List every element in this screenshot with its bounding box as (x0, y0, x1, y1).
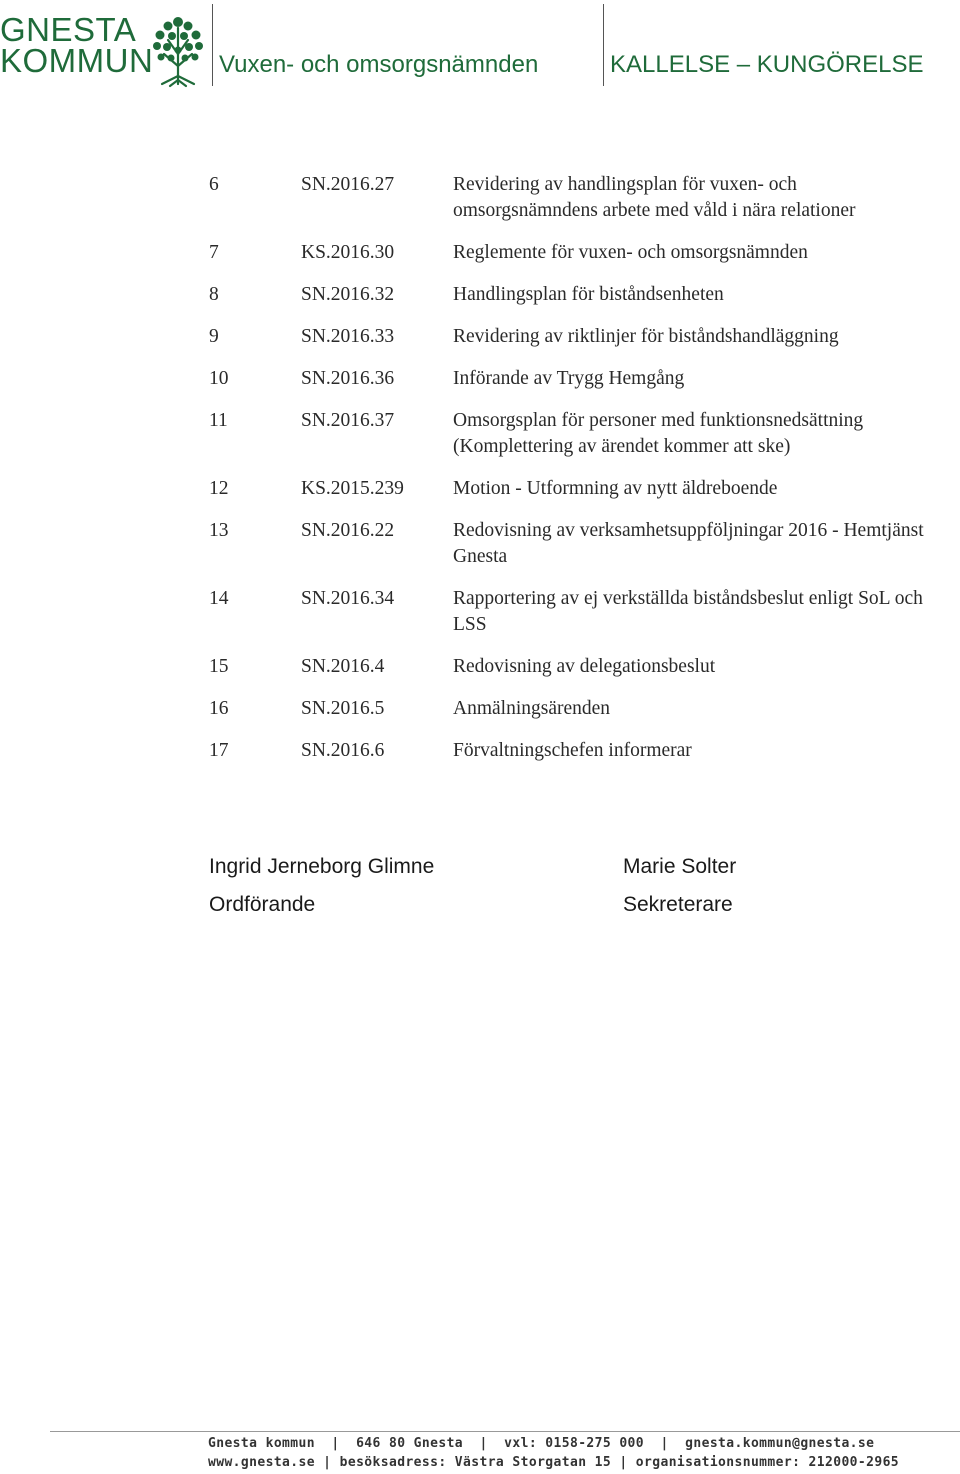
agenda-item (209, 586, 939, 638)
item-title: Motion - Utformning av nytt äldreboende (453, 478, 778, 499)
agenda-item (209, 172, 939, 224)
case-number: KS.2016.30 (301, 242, 395, 263)
item-title: Redovisning av verksamhetsuppföljningar 2016 - Hemtjänst Gnesta (453, 520, 924, 567)
item-title: Reglemente för vuxen- och omsorgsnämnden (453, 242, 808, 263)
item-title: Rapportering av ej verkställda biståndsbeslut enligt SoL och LSS (453, 588, 923, 635)
case-number: SN.2016.36 (301, 368, 395, 389)
header-divider-right (603, 4, 604, 86)
item-number: 9 (209, 326, 219, 347)
logo-line-2: KOMMUN (0, 42, 154, 79)
item-number: 7 (209, 242, 219, 263)
case-number: SN.2016.22 (301, 520, 395, 541)
agenda-list (209, 172, 939, 764)
agenda-item (209, 738, 939, 764)
document-type: KALLELSE – KUNGÖRELSE (610, 51, 924, 78)
case-number: SN.2016.5 (301, 698, 385, 719)
item-title: Redovisning av delegationsbeslut (453, 656, 716, 677)
case-number: SN.2016.27 (301, 174, 395, 195)
case-number: SN.2016.32 (301, 284, 395, 305)
item-number: 8 (209, 284, 219, 305)
item-title: Förvaltningschefen informerar (453, 740, 692, 761)
footer-address-line: www.gnesta.se | besöksadress: Västra Storgatan 15 | organisationsnummer: 212000-2965 (208, 1455, 900, 1470)
item-number: 10 (209, 368, 229, 389)
item-number: 14 (209, 588, 229, 609)
committee-name: Vuxen- och omsorgsnämnden (219, 51, 539, 78)
item-title: Införande av Trygg Hemgång (453, 368, 685, 389)
chair-name: Ingrid Jerneborg Glimne (209, 855, 435, 878)
gnesta-logo (0, 11, 206, 88)
item-title: Anmälningsärenden (453, 698, 611, 719)
agenda-item (209, 654, 939, 680)
case-number: KS.2015.239 (301, 478, 404, 499)
item-number: 13 (209, 520, 229, 541)
item-number: 12 (209, 478, 229, 499)
case-number: SN.2016.34 (301, 588, 395, 609)
secretary-role: Sekreterare (623, 893, 733, 916)
item-title: Omsorgsplan för personer med funktionsnedsättning (Komplettering av ärendet kommer att ske) (453, 410, 864, 457)
item-number: 6 (209, 174, 219, 195)
secretary-name: Marie Solter (623, 855, 737, 878)
agenda-item (209, 366, 939, 392)
agenda-item (209, 696, 939, 722)
item-number: 17 (209, 740, 229, 761)
agenda-item (209, 408, 939, 460)
logo-wordmark (0, 11, 154, 79)
case-number: SN.2016.6 (301, 740, 385, 761)
chair-role: Ordförande (209, 893, 316, 916)
agenda-item (209, 240, 939, 266)
agenda-item (209, 518, 939, 570)
logo-line-1: GNESTA (0, 11, 137, 48)
agenda-item (209, 282, 939, 308)
item-title: Revidering av riktlinjer för biståndshandläggning (453, 326, 839, 347)
agenda-item (209, 476, 939, 502)
case-number: SN.2016.33 (301, 326, 395, 347)
footer-divider (50, 1431, 960, 1432)
item-title: Revidering av handlingsplan för vuxen- och omsorgsnämndens arbete med våld i nära relationer (453, 174, 856, 221)
case-number: SN.2016.4 (301, 656, 385, 677)
agenda-item (209, 324, 939, 350)
item-number: 11 (209, 410, 228, 431)
footer-contact-line: Gnesta kommun | 646 80 Gnesta | vxl: 0158-275 000 | gnesta.kommun@gnesta.se (208, 1436, 875, 1451)
item-number: 16 (209, 698, 229, 719)
case-number: SN.2016.37 (301, 410, 395, 431)
header-divider-left (212, 4, 213, 86)
item-title: Handlingsplan för biståndsenheten (453, 284, 724, 305)
item-number: 15 (209, 656, 229, 677)
tree-icon (150, 14, 206, 88)
